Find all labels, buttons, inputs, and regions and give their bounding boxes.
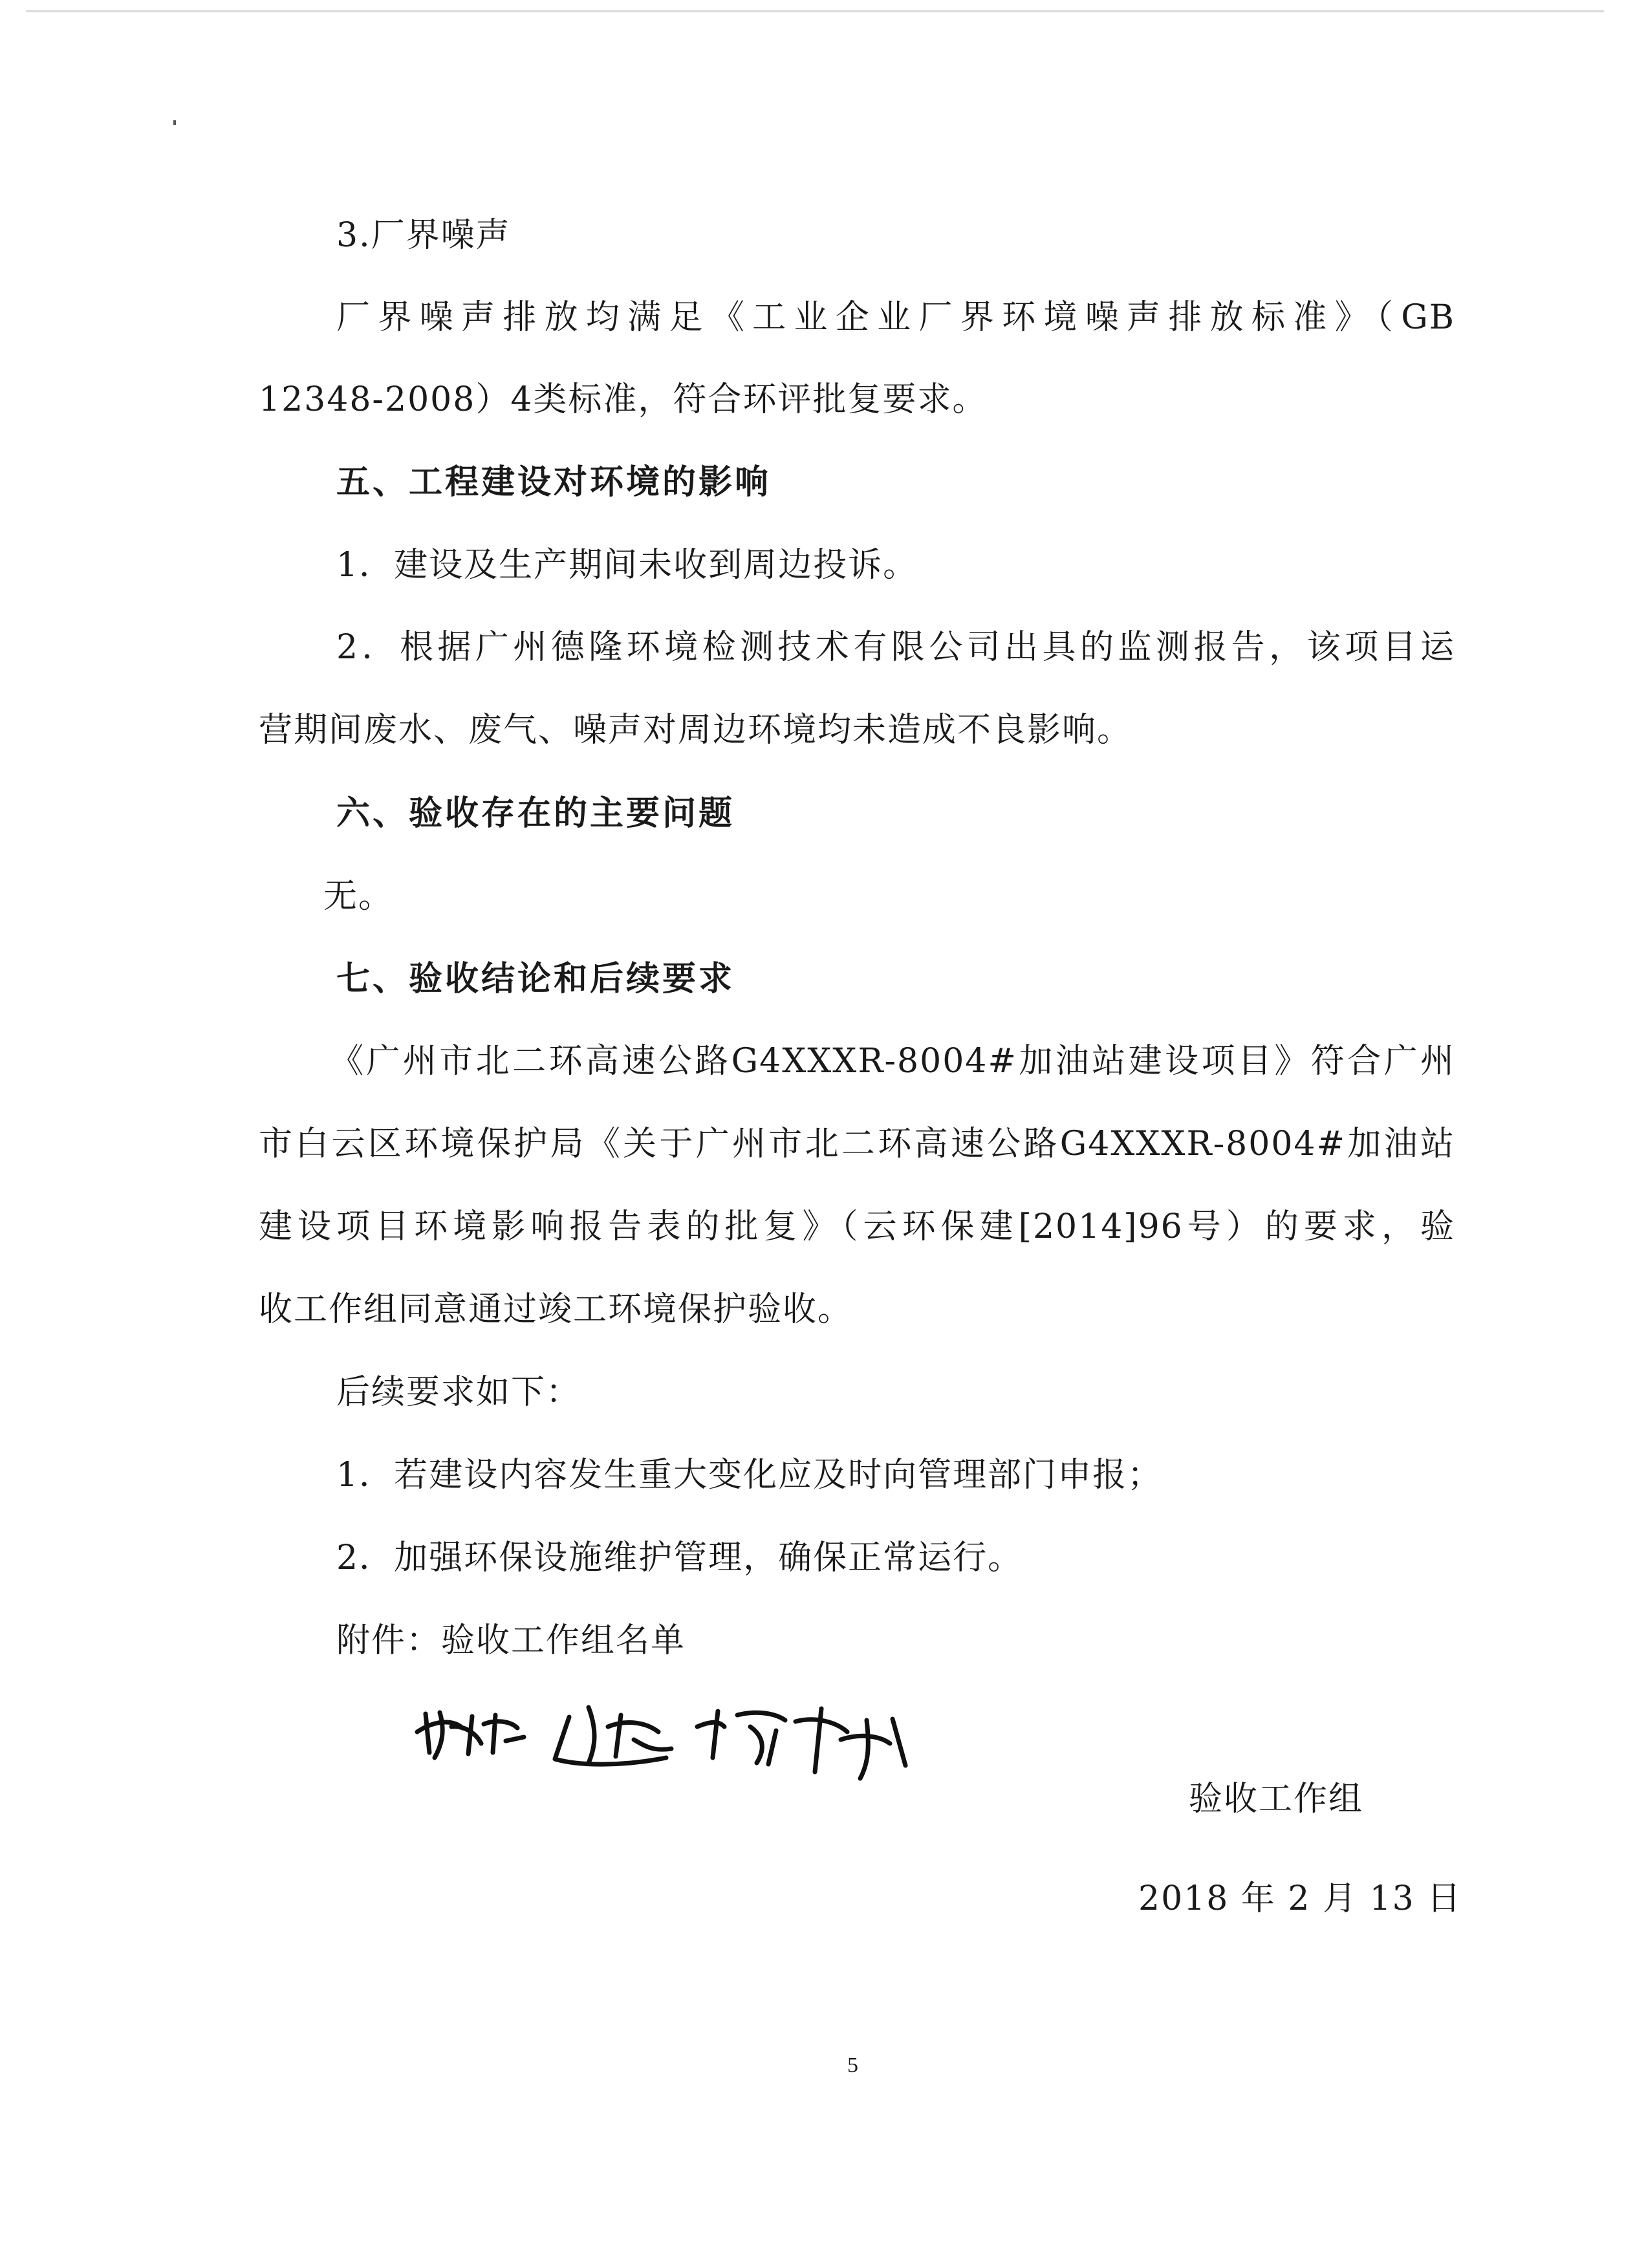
section5-item2-line2: 营期间废水、废气、噪声对周边环境均未造成不良影响。 — [259, 711, 1132, 750]
section7-para-line4: 收工作组同意通过竣工环境保护验收。 — [259, 1290, 853, 1329]
section7-para-line2: 市白云区环境保护局《关于广州市北二环高速公路G4XXXR-8004#加油站 — [259, 1125, 1455, 1163]
signoff-group: 验收工作组 — [1189, 1780, 1364, 1819]
section6-heading: 六、验收存在的主要问题 — [336, 794, 735, 833]
section7-para-line3: 建设项目环境影响报告表的批复》（云环保建[2014]96号）的要求，验 — [259, 1207, 1455, 1246]
page-number: 5 — [847, 2053, 858, 2077]
section7-para-line1: 《广州市北二环高速公路G4XXXR-8004#加油站建设项目》符合广州 — [330, 1042, 1455, 1081]
section6-body: 无。 — [323, 877, 394, 916]
noise-section-body-line1: 厂界噪声排放均满足《工业企业厂界环境噪声排放标准》（GB — [336, 298, 1455, 337]
section7-heading: 七、验收结论和后续要求 — [336, 960, 735, 999]
scan-edge — [26, 10, 1604, 12]
attachment-note: 附件：验收工作组名单 — [336, 1621, 686, 1660]
noise-section-body-line2: 12348-2008）4类标准，符合环评批复要求。 — [259, 380, 988, 419]
signoff-date: 2018 年 2 月 13 日 — [1138, 1879, 1462, 1918]
section5-item2-line1: 2．根据广州德隆环境检测技术有限公司出具的监测报告，该项目运 — [336, 628, 1455, 667]
followup-intro: 后续要求如下： — [336, 1373, 581, 1412]
handwritten-signatures — [414, 1681, 1009, 1791]
followup-item2: 2．加强环保设施维护管理，确保正常运行。 — [336, 1539, 1023, 1577]
followup-item1: 1．若建设内容发生重大变化应及时向管理部门申报； — [336, 1456, 1163, 1495]
section5-heading: 五、工程建设对环境的影响 — [336, 463, 772, 502]
scan-speck — [173, 120, 176, 125]
section5-item1: 1．建设及生产期间未收到周边投诉。 — [336, 546, 918, 585]
noise-section-title: 3.厂界噪声 — [336, 216, 511, 255]
